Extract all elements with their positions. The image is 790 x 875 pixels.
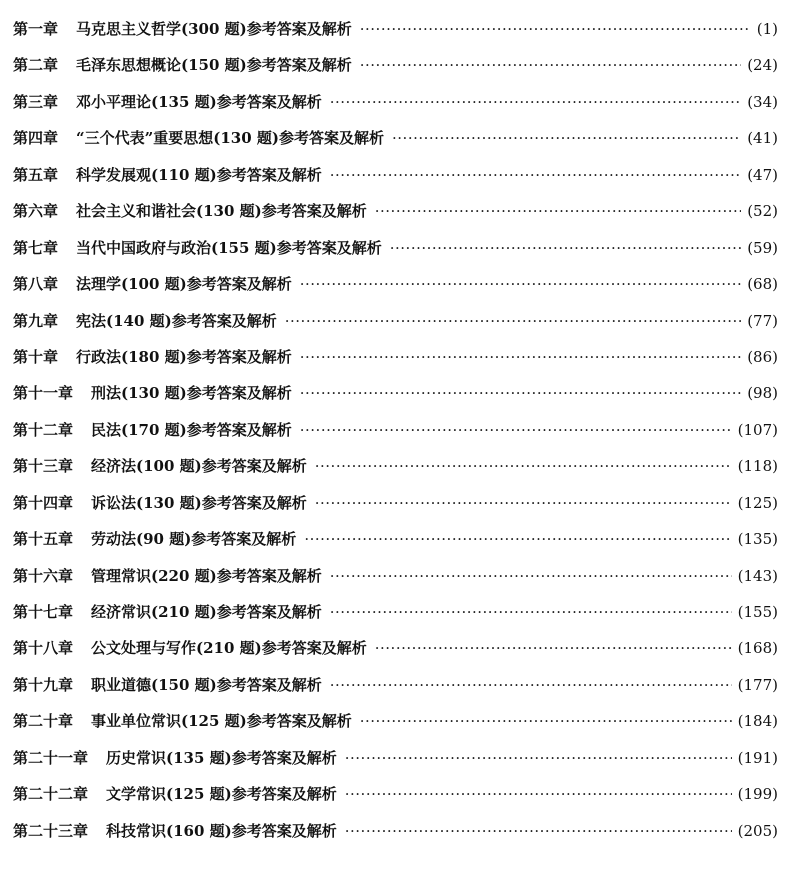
- chapter-number: 第四章: [13, 129, 59, 148]
- chapter-number: 第二十章: [13, 712, 74, 731]
- dot-leader: [330, 603, 732, 621]
- chapter-number: 第十五章: [13, 530, 74, 549]
- page-number: (86): [747, 347, 778, 366]
- toc-entry[interactable]: [13, 237, 778, 273]
- chapter-title: 刑法(130 题)参考答案及解析: [91, 384, 292, 403]
- dot-leader: [300, 275, 741, 293]
- page-number: (1): [756, 20, 778, 38]
- page-number: (41): [747, 129, 778, 148]
- chapter-number: 第一章: [13, 20, 59, 38]
- dot-leader: [330, 676, 732, 694]
- page-number: (177): [737, 675, 778, 694]
- dot-leader: [300, 348, 741, 366]
- chapter-number: 第二章: [13, 56, 59, 75]
- dot-leader: [345, 822, 732, 840]
- chapter-title: 历史常识(135 题)参考答案及解析: [106, 748, 337, 767]
- chapter-number: 第九章: [13, 311, 59, 330]
- dot-leader: [345, 749, 732, 767]
- page-number: (24): [747, 56, 778, 75]
- chapter-number: 第十章: [13, 347, 59, 366]
- page-number: (135): [737, 530, 778, 549]
- chapter-number: 第八章: [13, 275, 59, 294]
- chapter-title: 经济常识(210 题)参考答案及解析: [91, 603, 322, 621]
- toc-entry[interactable]: [13, 637, 778, 673]
- page-number: (98): [747, 384, 778, 403]
- page-number: (205): [737, 821, 778, 840]
- page-number: (155): [737, 603, 778, 621]
- chapter-number: 第三章: [13, 92, 59, 111]
- chapter-title: 法理学(100 题)参考答案及解析: [76, 275, 292, 294]
- chapter-title: 诉讼法(130 题)参考答案及解析: [91, 493, 307, 512]
- page-number: (34): [747, 92, 778, 111]
- page-number: (143): [737, 566, 778, 585]
- page-number: (77): [747, 311, 778, 330]
- dot-leader: [285, 312, 741, 330]
- page-number: (59): [747, 238, 778, 257]
- toc-entry[interactable]: [13, 455, 778, 491]
- chapter-title: 民法(170 题)参考答案及解析: [91, 420, 292, 439]
- chapter-title: 宪法(140 题)参考答案及解析: [76, 311, 277, 330]
- chapter-number: 第十二章: [13, 420, 74, 439]
- toc-entry[interactable]: [13, 419, 778, 455]
- chapter-title: 科学发展观(110 题)参考答案及解析: [76, 165, 322, 184]
- page-number: (47): [747, 165, 778, 184]
- chapter-title: 文学常识(125 题)参考答案及解析: [106, 785, 337, 804]
- chapter-title: 职业道德(150 题)参考答案及解析: [91, 675, 322, 694]
- chapter-title: 邓小平理论(135 题)参考答案及解析: [76, 92, 322, 111]
- chapter-title: 社会主义和谐社会(130 题)参考答案及解析: [76, 202, 367, 221]
- chapter-title: 马克思主义哲学(300 题)参考答案及解析: [76, 20, 352, 38]
- dot-leader: [390, 239, 741, 257]
- chapter-title: 经济法(100 题)参考答案及解析: [91, 457, 307, 476]
- page-number: (68): [747, 275, 778, 294]
- dot-leader: [300, 421, 732, 439]
- chapter-title: 毛泽东思想概论(150 题)参考答案及解析: [76, 56, 352, 75]
- toc-entry[interactable]: [13, 200, 778, 236]
- page-number: (168): [737, 639, 778, 658]
- toc-entry[interactable]: [13, 528, 778, 564]
- toc-entry[interactable]: [13, 127, 778, 163]
- toc-entry[interactable]: [13, 601, 778, 637]
- chapter-number: 第十九章: [13, 675, 74, 694]
- chapter-title: 事业单位常识(125 题)参考答案及解析: [91, 712, 352, 731]
- toc-entry[interactable]: [13, 492, 778, 528]
- dot-leader: [315, 494, 732, 512]
- chapter-number: 第二十三章: [13, 821, 89, 840]
- dot-leader: [304, 530, 731, 548]
- chapter-number: 第十八章: [13, 639, 74, 658]
- dot-leader: [315, 457, 732, 475]
- toc-entry[interactable]: [13, 164, 778, 200]
- chapter-title: “三个代表”重要思想(130 题)参考答案及解析: [76, 129, 385, 148]
- toc-entry[interactable]: [13, 710, 778, 746]
- chapter-title: 劳动法(90 题)参考答案及解析: [91, 530, 297, 549]
- dot-leader: [360, 712, 732, 730]
- dot-leader: [375, 202, 741, 220]
- toc-entry[interactable]: [13, 91, 778, 127]
- toc-entry[interactable]: [13, 54, 778, 90]
- chapter-title: 科技常识(160 题)参考答案及解析: [106, 821, 337, 840]
- toc-entry[interactable]: [13, 310, 778, 346]
- chapter-number: 第十七章: [13, 603, 74, 621]
- chapter-number: 第六章: [13, 202, 59, 221]
- page-number: (118): [737, 457, 778, 476]
- chapter-number: 第七章: [13, 238, 59, 257]
- chapter-number: 第十四章: [13, 493, 74, 512]
- dot-leader: [360, 20, 751, 38]
- page-number: (107): [737, 420, 778, 439]
- page-number: (184): [737, 712, 778, 731]
- toc-entry[interactable]: [13, 783, 778, 819]
- dot-leader: [330, 567, 732, 585]
- dot-leader: [360, 56, 741, 74]
- page-number: (125): [737, 493, 778, 512]
- toc-entry[interactable]: [13, 382, 778, 418]
- toc-entry[interactable]: [13, 18, 778, 54]
- toc-entry[interactable]: [13, 820, 778, 856]
- toc-entry[interactable]: [13, 273, 778, 309]
- chapter-number: 第十六章: [13, 566, 74, 585]
- chapter-number: 第十三章: [13, 457, 74, 476]
- chapter-title: 管理常识(220 题)参考答案及解析: [91, 566, 322, 585]
- chapter-number: 第十一章: [13, 384, 74, 403]
- dot-leader: [330, 166, 741, 184]
- page-number: (199): [737, 785, 778, 804]
- dot-leader: [345, 785, 732, 803]
- dot-leader: [330, 93, 741, 111]
- chapter-title: 当代中国政府与政治(155 题)参考答案及解析: [76, 238, 382, 257]
- page-number: (52): [747, 202, 778, 221]
- chapter-number: 第二十一章: [13, 748, 89, 767]
- dot-leader: [300, 384, 741, 402]
- toc-entry[interactable]: [13, 565, 778, 601]
- toc-entry[interactable]: [13, 674, 778, 710]
- chapter-title: 行政法(180 题)参考答案及解析: [76, 347, 292, 366]
- table-of-contents: [13, 18, 778, 856]
- chapter-number: 第五章: [13, 165, 59, 184]
- toc-entry[interactable]: [13, 346, 778, 382]
- dot-leader: [392, 129, 741, 147]
- toc-entry[interactable]: [13, 747, 778, 783]
- page-number: (191): [737, 748, 778, 767]
- chapter-number: 第二十二章: [13, 785, 89, 804]
- chapter-title: 公文处理与写作(210 题)参考答案及解析: [91, 639, 367, 658]
- dot-leader: [375, 639, 732, 657]
